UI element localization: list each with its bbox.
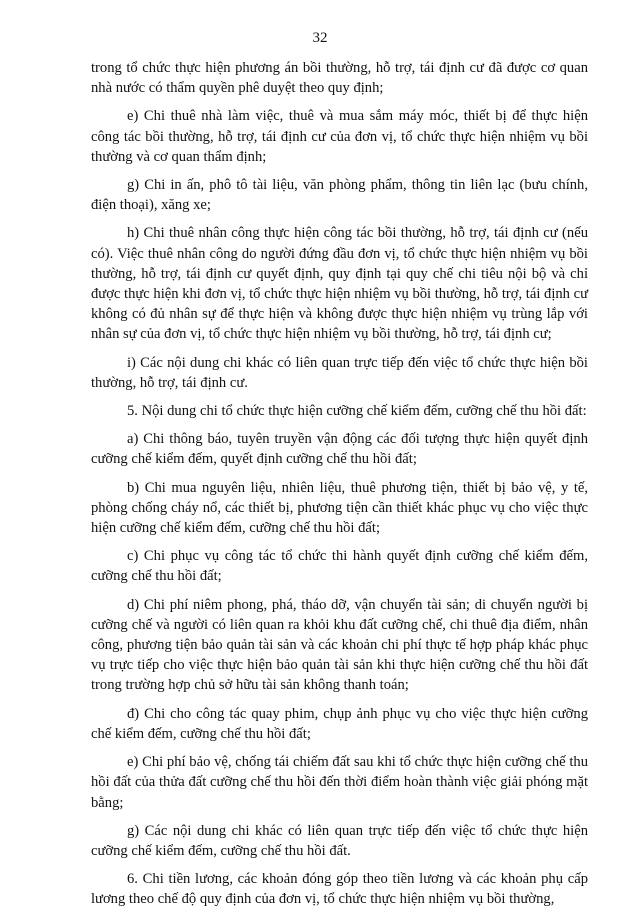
paragraph-item-g2: g) Các nội dung chi khác có liên quan trực tiếp đến việc tổ chức thực hiện cưỡng chế kiểm đếm, cưỡng chế thu hồi đất. xyxy=(91,822,588,859)
paragraph-item-b: b) Chi mua nguyên liệu, nhiên liệu, thuê phương tiện, thiết bị bảo vệ, y tế, phòng chống cháy nổ, các thiết bị, phương tiện cần thiết khác phục vụ cho việc thực hiện cưỡng chế kiểm đếm, cưỡng chế thu hồi đất; xyxy=(91,479,588,537)
page-number: 32 xyxy=(312,30,328,46)
paragraph-item-dd: đ) Chi cho công tác quay phim, chụp ảnh phục vụ cho việc thực hiện cưỡng chế kiểm đếm, cưỡng chế thu hồi đất; xyxy=(91,705,588,742)
paragraph-item-h: h) Chi thuê nhân công thực hiện công tác bồi thường, hỗ trợ, tái định cư (nếu có). Việc thuê nhân công do người đứng đầu đơn vị, tổ chức thực hiện nhiệm vụ bồi thường, hỗ trợ, tái định cư quyết định, quy định tại quy chế chi tiêu nội bộ và chỉ được thực hiện khi đơn vị, tổ chức thực hiện nhiệm vụ bồi thường, hỗ trợ, tái định cư không có đủ nhân sự để thực hiện và không được thực hiện nhiệm vụ trùng lắp với nhân sự của đơn vị, tổ chức thực hiện nhiệm vụ bồi thường, hỗ trợ, tái định cư; xyxy=(91,225,589,343)
paragraph-item-d: d) Chi phí niêm phong, phá, tháo dỡ, vận chuyển tài sản; di chuyển người bị cưỡng chế và người có liên quan ra khỏi khu đất cưỡng chế, chi thuê địa điểm, nhân công, phương tiện bảo quản tài sản và các khoản chi phí thực tế hợp pháp khác phục vụ trực tiếp cho việc thực hiện bảo quản tài sản khi thực hiện cưỡng chế thu hồi đất trong trường hợp chủ sở hữu tài sản không thanh toán; xyxy=(91,596,588,694)
paragraph-item-a: a) Chi thông báo, tuyên truyền vận động các đối tượng thực hiện quyết định cưỡng chế kiểm đếm, quyết định cưỡng chế thu hồi đất; xyxy=(91,431,588,468)
paragraph-continuation: trong tổ chức thực hiện phương án bồi thường, hỗ trợ, tái định cư đã được cơ quan nhà nước có thẩm quyền phê duyệt theo quy định; xyxy=(91,60,588,97)
paragraph-item-e2: e) Chi phí bảo vệ, chống tái chiếm đất sau khi tổ chức thực hiện cưỡng chế thu hồi đất của thửa đất cưỡng chế thu hồi đến thời điểm hoàn thành việc giải phóng mặt bằng; xyxy=(91,754,588,811)
document-body xyxy=(91,58,588,918)
paragraph-section-6: 6. Chi tiền lương, các khoản đóng góp theo tiền lương và các khoản phụ cấp lương theo chế độ quy định của đơn vị, tổ chức thực hiện nhiệm vụ bồi thường, xyxy=(91,871,588,908)
paragraph-item-c: c) Chi phục vụ công tác tổ chức thi hành quyết định cưỡng chế kiểm đếm, cưỡng chế thu hồi đất; xyxy=(91,548,588,585)
paragraph-section-5: 5. Nội dung chi tổ chức thực hiện cưỡng chế kiểm đếm, cưỡng chế thu hồi đất: xyxy=(127,403,587,420)
paragraph-item-e: e) Chi thuê nhà làm việc, thuê và mua sắm máy móc, thiết bị để thực hiện công tác bồi thường, hỗ trợ, tái định cư của đơn vị, tổ chức thực hiện nhiệm vụ bồi thường và cơ quan thẩm định; xyxy=(91,108,588,165)
paragraph-item-i: i) Các nội dung chi khác có liên quan trực tiếp đến việc tổ chức thực hiện bồi thường, hỗ trợ, tái định cư. xyxy=(91,354,588,391)
paragraph-item-g: g) Chi in ấn, phô tô tài liệu, văn phòng phẩm, thông tin liên lạc (bưu chính, điện thoại), xăng xe; xyxy=(91,177,588,214)
